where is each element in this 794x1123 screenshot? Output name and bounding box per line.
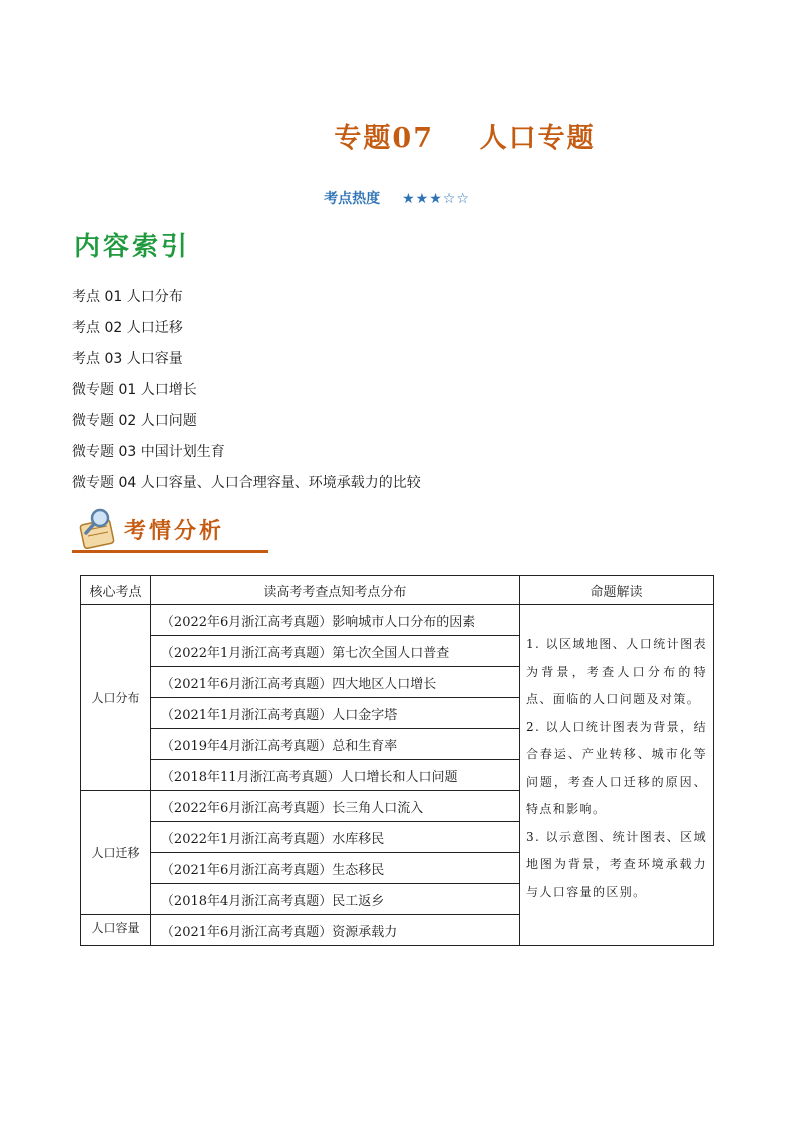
analysis-table [80,575,714,946]
analysis-heading: 考情分析 [124,519,225,544]
exam-item: （2021年1月浙江高考真题）人口金字塔 [150,698,519,729]
column-header: 核心考点 [81,576,151,605]
exam-item: （2021年6月浙江高考真题）资源承载力 [150,915,519,946]
index-item: 微专题 01 人口增长 [72,382,197,398]
table-header-row [81,576,714,605]
index-list [72,287,421,504]
title-prefix: 专题07 [334,123,434,154]
index-item: 考点 01 人口分布 [72,289,183,305]
exam-item: （2018年11月浙江高考真题）人口增长和人口问题 [150,760,519,791]
exam-item: （2021年6月浙江高考真题）四大地区人口增长 [150,667,519,698]
core-point-cell: 人口分布 [81,605,151,791]
table-row [81,605,714,636]
index-heading: 内容索引 [74,232,191,262]
heat-stars: ★★★☆☆ [402,191,470,207]
exam-item: （2021年6月浙江高考真题）生态移民 [150,853,519,884]
exam-item: （2018年4月浙江高考真题）民工返乡 [150,884,519,915]
interpretation-paragraph: 2. 以人口统计图表为背景，结合春运、产业转移、城市化等问题，考查人口迁移的原因、特点和影响。 [525,719,707,816]
interpretation-cell [519,605,713,946]
analysis-heading-block [72,506,268,556]
exam-item: （2022年1月浙江高考真题）水库移民 [150,822,519,853]
heading-underline [72,550,268,553]
index-item: 考点 02 人口迁移 [72,320,183,336]
core-point-cell: 人口迁移 [81,791,151,915]
column-header: 读高考考查点知考点分布 [150,576,519,605]
index-item: 微专题 03 中国计划生育 [72,444,225,460]
index-item: 微专题 04 人口容量、人口合理容量、环境承载力的比较 [72,475,421,491]
exam-item: （2022年1月浙江高考真题）第七次全国人口普查 [150,636,519,667]
exam-item: （2019年4月浙江高考真题）总和生育率 [150,729,519,760]
magnifier-notebook-icon [74,506,120,550]
interpretation-paragraph: 1. 以区域地图、人口统计图表为背景，考查人口分布的特点、面临的人口问题及对策。 [525,637,707,706]
exam-item: （2022年6月浙江高考真题）长三角人口流入 [150,791,519,822]
index-item: 考点 03 人口容量 [72,351,183,367]
title-main: 人口专题 [479,123,596,154]
index-item: 微专题 02 人口问题 [72,413,197,429]
page-title [0,116,794,155]
column-header: 命题解读 [519,576,713,605]
heat-rating [0,188,794,208]
interpretation-paragraph: 3. 以示意图、统计图表、区域地图为背景，考查环境承载力与人口容量的区别。 [525,829,707,899]
core-point-cell: 人口容量 [81,915,151,946]
heat-label: 考点热度 [324,191,381,207]
exam-item: （2022年6月浙江高考真题）影响城市人口分布的因素 [150,605,519,636]
